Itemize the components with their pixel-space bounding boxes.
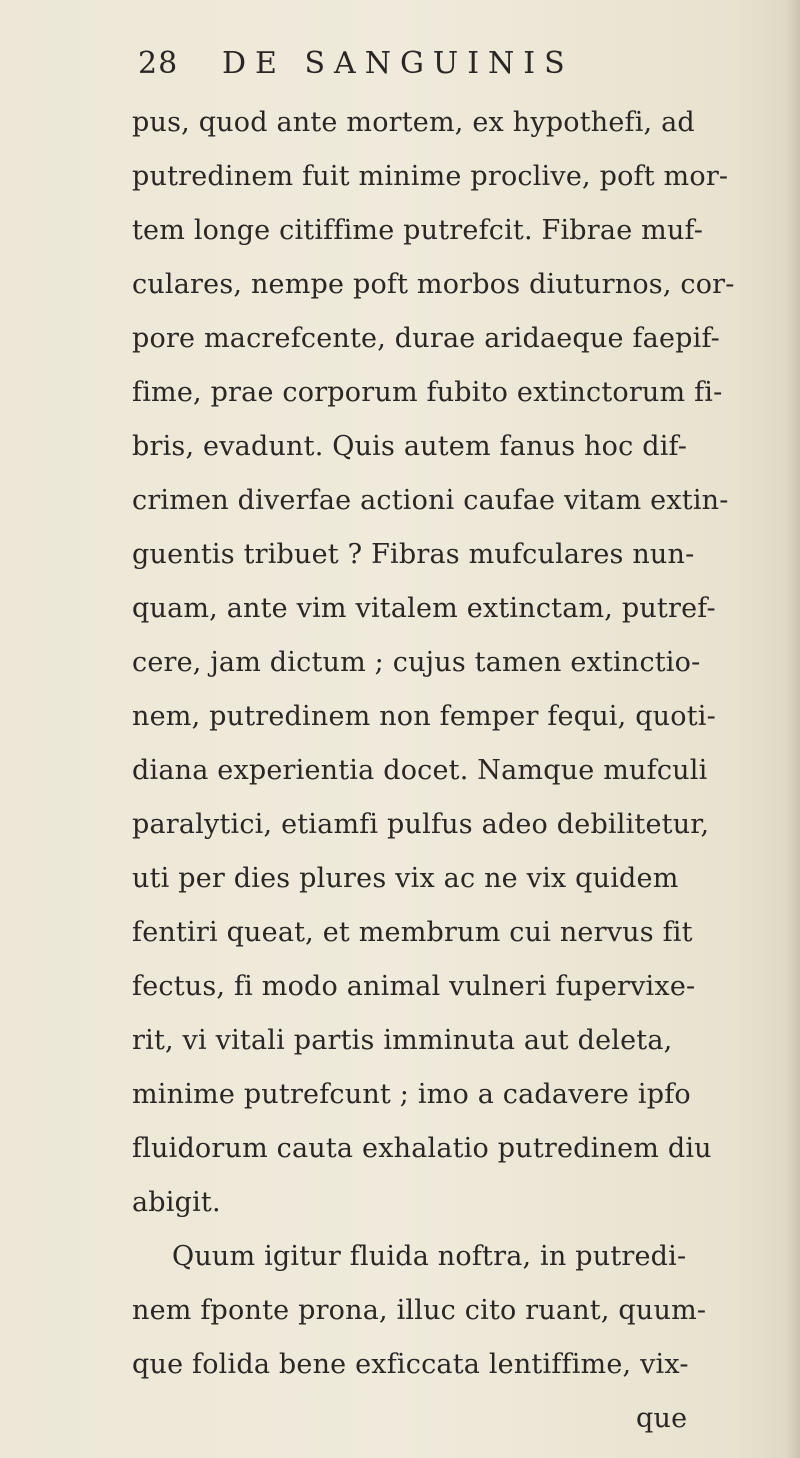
text-line: quam, ante vim vitalem extinctam, putref- [132, 593, 716, 624]
text-line: culares, nempe poft morbos diuturnos, cor- [132, 269, 735, 300]
text-line: bris, evadunt. Quis autem fanus hoc dif- [132, 431, 688, 462]
catchword: que [636, 1403, 688, 1434]
text-line: rit, vi vitali partis imminuta aut deleta, [132, 1025, 673, 1056]
page-number: 28 [138, 46, 179, 81]
text-line: minime putrefcunt ; imo a cadavere ipfo [132, 1079, 691, 1110]
text-line: putredinem fuit minime proclive, poft mor- [132, 161, 729, 192]
text-line: crimen diverfae actioni caufae vitam extin- [132, 485, 729, 516]
text-line: diana experientia docet. Namque mufculi [132, 755, 708, 786]
text-line: uti per dies plures vix ac ne vix quidem [132, 863, 679, 894]
page-header [138, 46, 698, 94]
text-line: pore macrefcente, durae aridaeque faepif- [132, 323, 721, 354]
text-line: nem fponte prona, illuc cito ruant, quum- [132, 1295, 707, 1326]
text-line: abigit. [132, 1187, 221, 1218]
text-line: fectus, fi modo animal vulneri fupervixe- [132, 971, 696, 1002]
text-line: guentis tribuet ? Fibras mufculares nun- [132, 539, 695, 570]
text-line: cere, jam dictum ; cujus tamen extinctio- [132, 647, 701, 678]
text-line: pus, quod ante mortem, ex hypothefi, ad [132, 107, 695, 138]
text-line: que folida bene exficcata lentiffime, vix- [132, 1349, 689, 1380]
text-line: fluidorum cauta exhalatio putredinem diu [132, 1133, 712, 1164]
text-line: fentiri queat, et membrum cui nervus fit [132, 917, 693, 948]
text-line: nem, putredinem non femper fequi, quoti- [132, 701, 716, 732]
paragraph-start-line: Quum igitur fluida noftra, in putredi- [172, 1241, 687, 1272]
text-line: paralytici, etiamfi pulfus adeo debilitetur, [132, 809, 710, 840]
text-line: tem longe citiffime putrefcit. Fibrae muf- [132, 215, 704, 246]
text-body [132, 96, 735, 1446]
running-head: DE SANGUINIS [222, 46, 574, 81]
page-edge-shadow [786, 0, 800, 1458]
text-line: fime, prae corporum fubito extinctorum fi- [132, 377, 723, 408]
